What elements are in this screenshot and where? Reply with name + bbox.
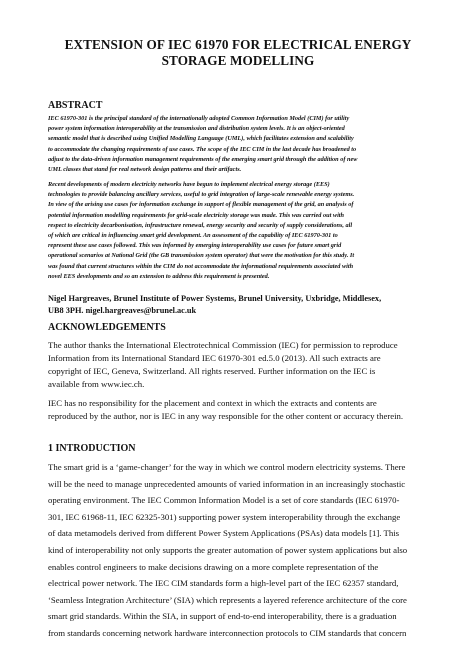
text-line: represent these use cases followed. This was informed by emerging interoperability use cases for future smart grid — [48, 242, 342, 250]
text-line: to accommodate the changing requirements of use cases. The scope of the IEC CIM in the last decade has broadened to — [48, 145, 357, 153]
text-line: Nigel Hargreaves, Brunel Institute of Power Systems, Brunel University, Uxbridge, Middlesex, — [48, 294, 382, 303]
acknowledgements-paragraph-2 — [48, 397, 428, 423]
text-line: UB8 3PH. nigel.hargreaves@brunel.ac.uk — [48, 306, 197, 315]
text-line: technologies to provide balancing ancillary services, useful to grid integration of large-scale renewable energy systems. — [48, 191, 355, 199]
text-line: reproduced by the author, nor is IEC in any way responsible for the other content or accuracy therein. — [48, 411, 404, 421]
text-line: UML classes that stand for real network design patterns and their artifacts. — [48, 166, 242, 174]
text-line: of data metamodels derived from different Power System Applications (PSAs) data models [1]. This — [48, 528, 400, 539]
text-line: operating environment. The IEC Common Information Model is a set of core standards (IEC 61970- — [48, 495, 400, 506]
text-line: will be the need to manage unprecedented amounts of varied information in an increasingly stochastic — [48, 478, 406, 489]
text-line: 301, IEC 61968-11, IEC 62325-301) supporting power system interoperability through the exchange — [48, 511, 401, 522]
text-line: The author thanks the International Electrotechnical Commission (IEC) for permission to reproduce — [48, 340, 398, 350]
text-line: semantic model that is described using Unified Modelling Language (UML), which facilitates extension and scalability — [48, 135, 354, 143]
text-line: The smart grid is a ‘game-changer’ for the way in which we control modern electricity systems. There — [48, 462, 406, 472]
title-line: STORAGE MODELLING — [161, 53, 315, 68]
text-line: potential information modelling requirements for grid-scale electricity storage was made. This was carried out with — [48, 211, 345, 219]
text-line: power system information interoperability at the transmission and distribution system levels. It is an object-oriented — [48, 125, 345, 133]
text-line: IEC 61970-301 is the principal standard of the internationally adopted Common Information Model (CIM) for utility — [48, 115, 350, 122]
text-line: In view of the arising use cases for information exchange in support of flexible management of the grid, an analysis of — [48, 201, 354, 209]
paper-title — [48, 37, 428, 69]
text-line: Information from its International Standard IEC 61970-301 ed.5.0 (2013). All such extracts are — [48, 353, 381, 363]
text-line: electrical power network. The IEC CIM standards form a high-level part of the IEC 62357 standard, — [48, 578, 399, 589]
text-line: available from www.iec.ch. — [48, 379, 145, 389]
text-line: from standards concerning network hardware interconnection protocols to CIM standards that concern — [48, 627, 407, 638]
abstract-paragraph-2 — [48, 180, 428, 282]
introduction-paragraph — [48, 459, 428, 642]
text-line: of which are critical in influencing smart grid development. An assessment of the capability of IEC 61970-301 to — [48, 232, 338, 240]
title-line: EXTENSION OF IEC 61970 FOR ELECTRICAL ENERGY — [64, 37, 412, 52]
acknowledgements-heading: ACKNOWLEDGEMENTS — [48, 322, 166, 333]
text-line: adjust to the data-driven information management requirements of the emerging smart grid through the addition of new — [48, 155, 358, 163]
author-affiliation — [48, 293, 428, 317]
text-line: ‘Seamless Integration Architecture’ (SIA) which represents a layered reference architecture of the core — [48, 594, 407, 605]
introduction-heading: 1 INTRODUCTION — [48, 443, 136, 454]
text-line: operational scenarios at National Grid (the GB transmission system operator) that were the motivation for this study. It — [48, 252, 355, 260]
text-line: copyright of IEC, Geneva, Switzerland. All rights reserved. Further information on the IEC is — [48, 366, 376, 376]
text-line: respect to electricity decarbonisation, infrastructure renewal, energy security and security of supply considerations, all — [48, 221, 353, 229]
text-line: enables control engineers to make decisions drawing on a more complete representation of the — [48, 561, 379, 572]
text-line: smart grid standards. Within the SIA, in support of end-to-end interoperability, there is a graduation — [48, 611, 397, 622]
abstract-paragraph-1 — [48, 114, 428, 175]
text-line: IEC has no responsibility for the placement and context in which the extracts and contents are — [48, 398, 377, 408]
acknowledgements-paragraph-1 — [48, 339, 428, 391]
text-line: was found that current structures within the CIM do not accommodate the informational requirements associated with — [48, 262, 354, 270]
text-line: Recent developments of modern electricity networks have begun to implement electrical energy storage (EES) — [48, 181, 330, 188]
text-line: kind of interoperability not only supports the greater automation of power system applications but also — [48, 544, 408, 555]
text-line: novel EES developments and so an extension to address this requirement is presented. — [48, 272, 270, 280]
abstract-heading: ABSTRACT — [48, 100, 103, 111]
